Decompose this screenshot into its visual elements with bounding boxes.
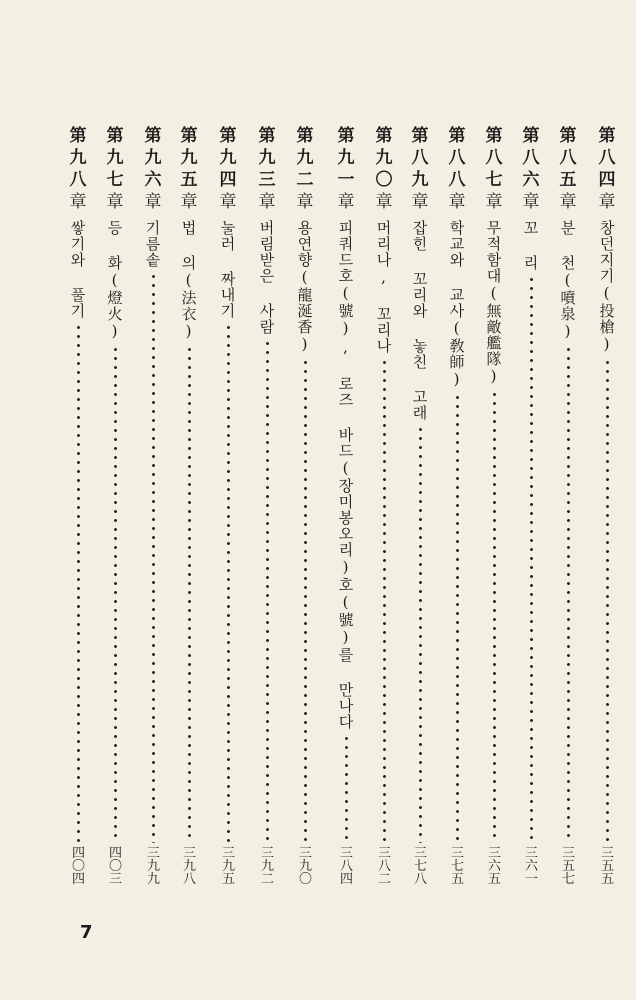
chapter-number-digit: 八 (559, 148, 577, 168)
dot-leader (114, 345, 117, 843)
page-reference-digit: 七 (561, 872, 574, 887)
page-reference-digit: 二 (260, 872, 273, 887)
chapter-mark: 第 (219, 126, 237, 146)
chapter-mark: 第 (106, 126, 124, 146)
page-reference-digit: 五 (487, 872, 500, 887)
page-reference-digit: 三 (561, 846, 574, 861)
page-reference-digit: 四 (339, 872, 352, 887)
page-reference-digit: 九 (260, 859, 273, 874)
toc-entry (556, 126, 580, 886)
chapter-label (107, 126, 124, 212)
chapter-label (449, 126, 466, 212)
page-number: 7 (80, 922, 93, 943)
page-reference (451, 847, 463, 886)
toc-entry (372, 126, 396, 886)
page-reference (601, 847, 613, 886)
dot-leader (383, 358, 386, 843)
page-reference-digit: 五 (221, 872, 234, 887)
dot-leader (419, 425, 422, 843)
page-reference (109, 847, 121, 886)
chapter-label (486, 126, 503, 212)
page-reference-digit: 一 (524, 872, 537, 887)
chapter-number-digit: 八 (522, 148, 540, 168)
page-reference-digit: 五 (561, 859, 574, 874)
page-reference-digit: 八 (182, 872, 195, 887)
chapter-label (523, 126, 540, 212)
page-reference-digit: 三 (146, 846, 159, 861)
page-reference-digit: 三 (450, 846, 463, 861)
chapter-mark: 第 (69, 126, 87, 146)
page-reference (299, 847, 311, 886)
chapter-title: 무적함대(無敵艦隊) (484, 220, 503, 386)
chapter-mark: 第 (258, 126, 276, 146)
chapter-mark: 第 (375, 126, 393, 146)
page-reference-digit: 三 (487, 846, 500, 861)
chapter-title: 버림받은 사람 (257, 220, 276, 335)
page-reference-digit: 三 (260, 846, 273, 861)
page-reference-digit: 五 (450, 872, 463, 887)
chapter-label (599, 126, 616, 212)
page-reference-digit: 七 (413, 859, 426, 874)
chapter-number-digit: 五 (180, 170, 198, 190)
page-reference-digit: 〇 (71, 859, 84, 874)
page-reference-digit: 八 (339, 859, 352, 874)
chapter-label (376, 126, 393, 212)
chapter-suffix: 章 (219, 192, 237, 212)
dot-leader (530, 275, 533, 843)
chapter-suffix: 章 (485, 192, 503, 212)
chapter-title: 용연향(龍涎香) (295, 220, 314, 354)
dot-leader (456, 393, 459, 843)
chapter-number-digit: 七 (485, 170, 503, 190)
chapter-number-digit: 五 (559, 170, 577, 190)
chapter-number-digit: 九 (258, 148, 276, 168)
chapter-number-digit: 九 (69, 148, 87, 168)
chapter-number-digit: 一 (337, 170, 355, 190)
chapter-number-digit: 六 (522, 170, 540, 190)
chapter-suffix: 章 (559, 192, 577, 212)
toc-entry (103, 126, 127, 886)
page-reference (414, 847, 426, 886)
toc-entry (408, 126, 432, 886)
chapter-number-digit: 九 (411, 170, 429, 190)
chapter-title: 꼬 리 (521, 220, 540, 271)
chapter-suffix: 章 (180, 192, 198, 212)
chapter-suffix: 章 (258, 192, 276, 212)
chapter-suffix: 章 (448, 192, 466, 212)
chapter-title: 법 의(法衣) (179, 220, 198, 341)
page-reference (72, 847, 84, 886)
chapter-mark: 第 (411, 126, 429, 146)
chapter-number-digit: 六 (144, 170, 162, 190)
page-reference-digit: 三 (600, 846, 613, 861)
chapter-label (181, 126, 198, 212)
chapter-number-digit: 九 (106, 148, 124, 168)
page-reference-digit: 三 (377, 846, 390, 861)
page-reference-digit: 四 (108, 846, 121, 861)
toc-entry (445, 126, 469, 886)
chapter-title: 눌러 짜내기 (218, 220, 237, 319)
chapter-suffix: 章 (337, 192, 355, 212)
page-reference-digit: 六 (524, 859, 537, 874)
chapter-mark: 第 (337, 126, 355, 146)
toc-entry (177, 126, 201, 886)
chapter-mark: 第 (485, 126, 503, 146)
toc-entry (66, 126, 90, 886)
page-reference-digit: 七 (450, 859, 463, 874)
chapter-number-digit: 九 (219, 148, 237, 168)
toc-entry (141, 126, 165, 886)
chapter-title: 기름솥 (143, 220, 162, 268)
page-reference (340, 847, 352, 886)
chapter-number-digit: 九 (337, 148, 355, 168)
dot-leader (304, 358, 307, 843)
dot-leader (266, 339, 269, 843)
chapter-label (145, 126, 162, 212)
page-reference-digit: 四 (71, 872, 84, 887)
chapter-suffix: 章 (296, 192, 314, 212)
chapter-title: 잡힌 꼬리와 놓친 고래 (410, 220, 429, 421)
chapter-number-digit: 八 (411, 148, 429, 168)
page-reference-digit: 九 (221, 859, 234, 874)
page-reference-digit: 五 (600, 859, 613, 874)
dot-leader (227, 323, 230, 843)
page-reference-digit: 三 (339, 846, 352, 861)
chapter-label (412, 126, 429, 212)
page-reference-digit: 九 (146, 859, 159, 874)
page-reference-digit: 三 (524, 846, 537, 861)
page-reference-digit: 九 (182, 859, 195, 874)
chapter-suffix: 章 (106, 192, 124, 212)
toc-entry (293, 126, 317, 886)
chapter-number-digit: 二 (296, 170, 314, 190)
chapter-mark: 第 (598, 126, 616, 146)
chapter-title: 머리나, 꼬리나 (374, 220, 393, 354)
dot-leader (606, 358, 609, 843)
toc-entry (334, 126, 358, 886)
chapter-mark: 第 (559, 126, 577, 146)
chapter-suffix: 章 (598, 192, 616, 212)
chapter-suffix: 章 (144, 192, 162, 212)
chapter-number-digit: 〇 (375, 170, 393, 190)
page-reference (562, 847, 574, 886)
toc-entry (255, 126, 279, 886)
chapter-title: 피쿼드호(號), 로즈 바드(장미봉오리)호(號)를 만나다 (336, 220, 355, 730)
page-reference-digit: 〇 (298, 872, 311, 887)
chapter-title: 분 천(噴泉) (558, 220, 577, 341)
chapter-title: 창던지기(投槍) (597, 220, 616, 354)
page-reference-digit: 三 (108, 872, 121, 887)
chapter-label (297, 126, 314, 212)
page-reference-digit: 二 (377, 872, 390, 887)
page-reference (261, 847, 273, 886)
toc-entry (519, 126, 543, 886)
toc-entry (595, 126, 619, 886)
chapter-number-digit: 八 (448, 170, 466, 190)
page-reference-digit: 四 (71, 846, 84, 861)
chapter-number-digit: 九 (375, 148, 393, 168)
chapter-title: 쌓기와 풀기 (68, 220, 87, 319)
chapter-mark: 第 (296, 126, 314, 146)
toc-entry (216, 126, 240, 886)
chapter-number-digit: 七 (106, 170, 124, 190)
chapter-mark: 第 (144, 126, 162, 146)
dot-leader (77, 323, 80, 843)
page-reference (488, 847, 500, 886)
chapter-title: 학교와 교사(敎師) (447, 220, 466, 389)
chapter-suffix: 章 (411, 192, 429, 212)
chapter-number-digit: 八 (485, 148, 503, 168)
page-reference-digit: 三 (182, 846, 195, 861)
page-reference-digit: 三 (413, 846, 426, 861)
page-reference-digit: 九 (146, 872, 159, 887)
chapter-number-digit: 八 (598, 148, 616, 168)
dot-leader (567, 345, 570, 843)
page-reference-digit: 〇 (108, 859, 121, 874)
chapter-number-digit: 三 (258, 170, 276, 190)
toc-entry (482, 126, 506, 886)
chapter-number-digit: 九 (144, 148, 162, 168)
page-reference-digit: 三 (298, 846, 311, 861)
page-reference-digit: 八 (377, 859, 390, 874)
page-reference (183, 847, 195, 886)
page-reference-digit: 五 (600, 872, 613, 887)
chapter-mark: 第 (522, 126, 540, 146)
chapter-number-digit: 八 (448, 148, 466, 168)
dot-leader (345, 734, 348, 843)
dot-leader (493, 390, 496, 843)
page-reference-digit: 六 (487, 859, 500, 874)
chapter-suffix: 章 (375, 192, 393, 212)
chapter-title: 등 화(燈火) (105, 220, 124, 341)
page-reference-digit: 九 (298, 859, 311, 874)
dot-leader (152, 272, 155, 843)
chapter-label (560, 126, 577, 212)
chapter-mark: 第 (180, 126, 198, 146)
chapter-label (70, 126, 87, 212)
dot-leader (188, 345, 191, 843)
chapter-number-digit: 九 (180, 148, 198, 168)
page-reference (378, 847, 390, 886)
page-reference-digit: 八 (413, 872, 426, 887)
chapter-number-digit: 九 (296, 148, 314, 168)
chapter-number-digit: 四 (598, 170, 616, 190)
chapter-label (259, 126, 276, 212)
chapter-suffix: 章 (69, 192, 87, 212)
chapter-label (220, 126, 237, 212)
chapter-number-digit: 四 (219, 170, 237, 190)
page-reference (525, 847, 537, 886)
chapter-number-digit: 八 (69, 170, 87, 190)
chapter-suffix: 章 (522, 192, 540, 212)
chapter-mark: 第 (448, 126, 466, 146)
chapter-label (338, 126, 355, 212)
page-reference-digit: 三 (221, 846, 234, 861)
page-reference (222, 847, 234, 886)
page-reference (147, 847, 159, 886)
